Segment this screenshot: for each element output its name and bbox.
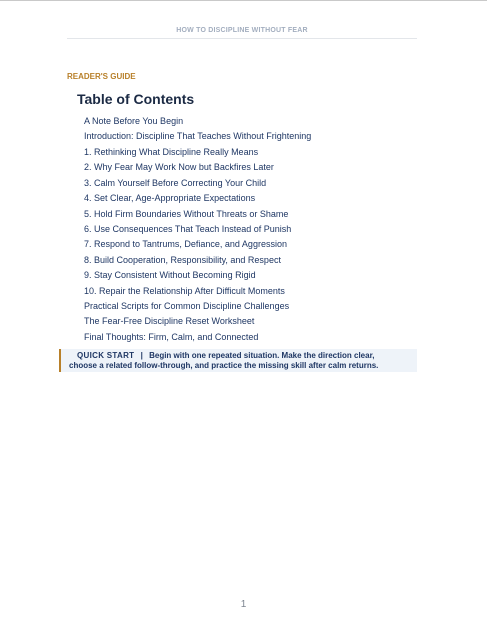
toc-entry-chapter-6[interactable]: 6. Use Consequences That Teach Instead of Punish: [84, 223, 292, 234]
toc-entry-chapter-5[interactable]: 5. Hold Firm Boundaries Without Threats or Shame: [84, 208, 289, 219]
toc-entry-note[interactable]: A Note Before You Begin: [84, 116, 184, 126]
toc-entry-practical-scripts[interactable]: Practical Scripts for Common Discipline Challenges: [84, 301, 290, 312]
page-number: 1: [240, 599, 247, 610]
toc-entry-chapter-10[interactable]: 10. Repair the Relationship After Difficult Moments: [84, 285, 285, 296]
toc-entry-chapter-3[interactable]: 3. Calm Yourself Before Correcting Your Child: [84, 177, 267, 188]
callout-text-line-1: Begin with one repeated situation. Make the direction clear,: [149, 351, 375, 360]
callout-separator: |: [140, 351, 143, 360]
section-eyebrow: READER'S GUIDE: [67, 72, 136, 81]
callout-line-1: [77, 351, 374, 360]
toc-entry-final-thoughts[interactable]: Final Thoughts: Firm, Calm, and Connected: [84, 331, 259, 342]
toc-entry-reset-worksheet[interactable]: The Fear-Free Discipline Reset Worksheet: [84, 316, 255, 327]
toc-entry-chapter-9[interactable]: 9. Stay Consistent Without Becoming Rigid: [84, 270, 256, 281]
toc-entry-introduction[interactable]: Introduction: Discipline That Teaches Without Frightening: [84, 131, 312, 142]
callout-text-line-2: choose a related follow-through, and practice the missing skill after calm returns.: [69, 361, 379, 370]
toc-entry-chapter-8[interactable]: 8. Build Cooperation, Responsibility, and Respect: [84, 254, 281, 265]
toc-entry-chapter-1[interactable]: 1. Rethinking What Discipline Really Means: [84, 146, 259, 157]
callout-label: QUICK START: [77, 351, 135, 360]
toc-entry-chapter-4[interactable]: 4. Set Clear, Age-Appropriate Expectations: [84, 193, 256, 204]
running-header: HOW TO DISCIPLINE WITHOUT FEAR: [176, 27, 308, 34]
header-divider: [67, 38, 417, 39]
quick-start-callout: [59, 349, 417, 372]
toc-entry-chapter-2[interactable]: 2. Why Fear May Work Now but Backfires Later: [84, 162, 274, 173]
toc-entry-chapter-7[interactable]: 7. Respond to Tantrums, Defiance, and Aggression: [84, 239, 287, 250]
page-title: Table of Contents: [77, 91, 195, 107]
toc-list: [84, 116, 311, 347]
page-top-rule: [0, 0, 487, 1]
